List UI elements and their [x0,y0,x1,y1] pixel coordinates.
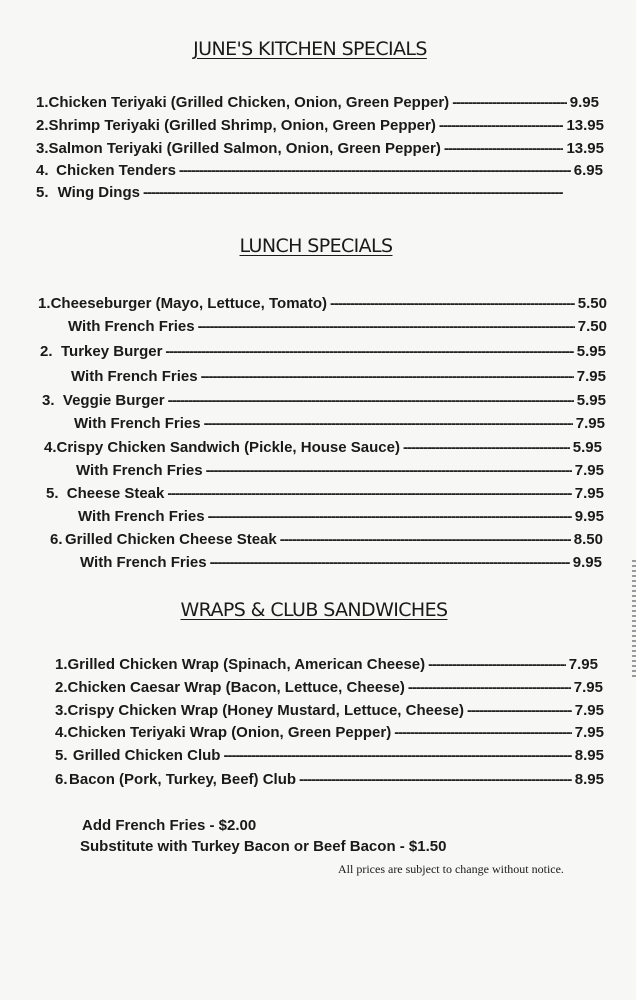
menu-item [46,485,604,507]
item-label: Bacon (Pork, Turkey, Beef) Club [69,771,297,788]
item-label: Chicken Teriyaki Wrap (Onion, Green Pepper) [67,724,392,741]
item-label: With French Fries [76,462,203,479]
item-number: 4. [55,724,68,741]
item-price: 8.95 [574,771,604,788]
menu-item [76,462,604,484]
item-price: 9.95 [569,94,599,111]
menu-item [78,508,604,530]
item-label: Chicken Tenders [56,162,176,179]
item-label: Cheese Steak [66,485,165,502]
item-price: 7.95 [574,462,604,479]
item-label: With French Fries [78,508,205,525]
item-number: 4. [44,439,57,456]
menu-item [36,94,599,116]
leader-dashes [201,368,574,385]
item-price: 5.95 [576,343,606,360]
item-label: Salmon Teriyaki (Grilled Salmon, Onion, Green Pepper) [48,140,441,157]
menu-item [36,184,566,206]
leader-dashes [408,679,571,696]
leader-dashes [210,554,570,571]
item-number: 2. [40,343,53,360]
leader-dashes [330,295,575,312]
item-number: 3. [55,702,68,719]
leader-dashes [198,318,575,335]
menu-item [55,747,604,769]
item-label: Wing Dings [57,184,140,201]
menu-item [55,771,604,793]
menu-item [40,343,606,365]
item-number: 5. [36,184,49,201]
leader-dashes [467,702,572,719]
item-label: Chicken Teriyaki (Grilled Chicken, Onion, Green Pepper) [48,94,450,111]
menu-item [71,368,606,390]
item-number: 1. [38,295,51,312]
item-price: 13.95 [566,117,604,134]
menu-item [80,554,602,576]
leader-dashes [280,531,571,548]
leader-dashes [165,343,573,360]
leader-dashes [206,462,572,479]
leader-dashes [299,771,572,788]
item-label: With French Fries [71,368,198,385]
item-price: 13.95 [566,140,604,157]
item-price: 7.95 [575,415,605,432]
item-label: With French Fries [80,554,207,571]
item-number: 3. [36,140,49,157]
item-price: 8.95 [574,747,604,764]
section-title-kitchen-specials: JUNE'S KITCHEN SPECIALS [193,38,427,60]
leader-dashes [167,485,571,502]
menu-item [36,117,604,139]
item-number: 6. [55,771,68,788]
item-number: 1. [36,94,49,111]
menu-item [42,392,606,414]
item-label: With French Fries [74,415,201,432]
leader-dashes [444,140,564,157]
item-label: Grilled Chicken Club [72,747,221,764]
item-label: Grilled Chicken Wrap (Spinach, American Cheese) [67,656,426,673]
menu-item [50,531,603,553]
leader-dashes [403,439,570,456]
leader-dashes [179,162,571,179]
item-label: Shrimp Teriyaki (Grilled Shrimp, Onion, Green Pepper) [48,117,436,134]
menu-item [55,656,598,678]
item-label: Crispy Chicken Wrap (Honey Mustard, Lettuce, Cheese) [67,702,464,719]
menu-item [44,439,602,461]
item-price: 8.50 [573,531,603,548]
item-number: 5. [55,747,68,764]
menu-item [36,140,604,162]
menu-item [55,724,604,746]
menu-item [55,702,604,724]
item-number: 5. [46,485,59,502]
item-label: Turkey Burger [61,343,163,360]
item-price: 9.95 [574,508,604,525]
paper-edge-mark [632,560,636,680]
leader-dashes [428,656,566,673]
section-title-wraps-club: WRAPS & CLUB SANDWICHES [180,599,448,621]
item-number: 2. [55,679,68,696]
menu-item [68,318,607,340]
section-title-lunch-specials: LUNCH SPECIALS [239,235,393,257]
item-price: 5.95 [576,392,606,409]
menu-item [74,415,605,437]
menu-item [36,162,603,184]
item-number: 2. [36,117,49,134]
item-price: 7.95 [574,702,604,719]
item-number: 6. [50,531,63,548]
item-price: 7.95 [568,656,598,673]
item-label: Veggie Burger [62,392,165,409]
menu-item [55,679,603,701]
leader-dashes [168,392,574,409]
leader-dashes [452,94,567,111]
item-price: 5.50 [577,295,607,312]
item-price: 6.95 [573,162,603,179]
item-label: Chicken Caesar Wrap (Bacon, Lettuce, Cheese) [67,679,405,696]
leader-dashes [204,415,573,432]
menu-item [38,295,607,317]
item-price: 9.95 [572,554,602,571]
leader-dashes [143,184,563,201]
price-disclaimer: All prices are subject to change without notice. [338,862,564,876]
item-price: 7.50 [577,318,607,335]
substitute-bacon-note: Substitute with Turkey Bacon or Beef Bacon - $1.50 [80,838,447,855]
leader-dashes [394,724,572,741]
leader-dashes [223,747,571,764]
add-fries-note: Add French Fries - $2.00 [82,817,257,834]
item-price: 5.95 [572,439,602,456]
item-number: 3. [42,392,55,409]
item-price: 7.95 [574,485,604,502]
item-price: 7.95 [573,679,603,696]
item-label: Cheeseburger (Mayo, Lettuce, Tomato) [50,295,328,312]
leader-dashes [208,508,572,525]
item-price: 7.95 [574,724,604,741]
item-label: Crispy Chicken Sandwich (Pickle, House Sauce) [56,439,400,456]
item-label: Grilled Chicken Cheese Steak [64,531,277,548]
item-number: 1. [55,656,68,673]
item-label: With French Fries [68,318,195,335]
item-price: 7.95 [576,368,606,385]
item-number: 4. [36,162,49,179]
leader-dashes [439,117,564,134]
